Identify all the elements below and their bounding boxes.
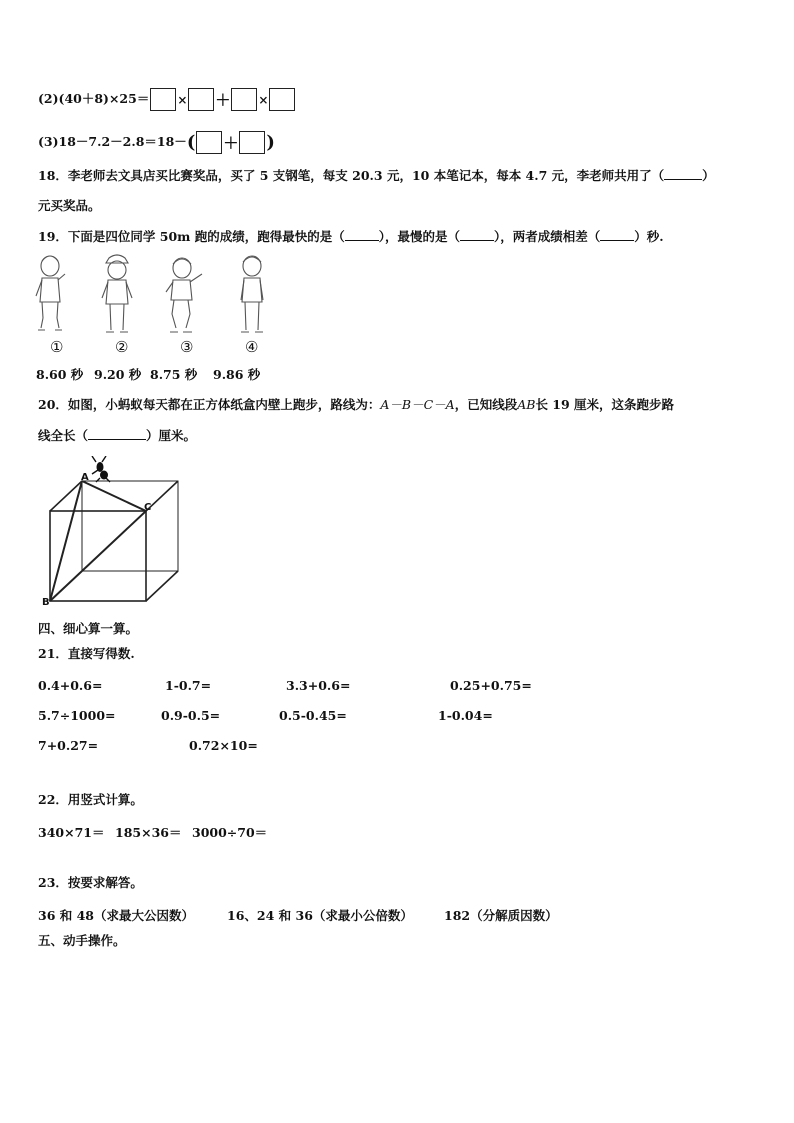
left-paren: ( <box>186 131 196 153</box>
q22-item: 340×71＝ <box>38 825 105 840</box>
vertex-a-label: A <box>81 472 89 483</box>
vertex-c-label: C <box>144 502 152 513</box>
time-1: 8.60 秒 <box>36 367 84 382</box>
section-4-heading: 四、细心算一算。 <box>38 621 139 636</box>
q21-item: 7+0.27= <box>38 738 99 753</box>
q19-part1: 19．下面是四位同学 50m 跑的成绩，跑得最快的是（ <box>38 229 345 244</box>
q21-item: 0.25+0.75= <box>450 678 532 693</box>
route-a-b <box>50 481 82 601</box>
q20-text-a: 20．如图，小蚂蚁每天都在正方体纸盒内壁上跑步，路线为： <box>38 397 381 412</box>
q21-item: 0.5-0.45= <box>279 708 347 723</box>
q21-item: 0.4+0.6= <box>38 678 103 693</box>
q20-text-c: 长 19 厘米，这条跑步路 <box>535 397 675 412</box>
time-3: 8.75 秒 <box>150 367 198 382</box>
q18-paren-close: ） <box>702 168 715 183</box>
child-number-4: ④ <box>245 338 259 356</box>
plus-sign: ＋ <box>215 90 231 109</box>
q20-text-e: ）厘米。 <box>146 428 197 443</box>
q22-item: 185×36＝ <box>115 825 182 840</box>
q20-line1 <box>38 397 674 413</box>
q19-part3: ），两者成绩相差（ <box>494 229 601 244</box>
q23-item: 16、24 和 36（求最小公倍数） <box>227 908 413 923</box>
q17-line3 <box>38 131 275 154</box>
cube-diagram <box>36 456 186 608</box>
child-3-figure <box>166 258 202 332</box>
answer-box[interactable] <box>239 131 265 154</box>
route-c-a <box>82 481 146 511</box>
answer-box[interactable] <box>188 88 214 111</box>
answer-box[interactable] <box>150 88 176 111</box>
route-b-c <box>50 511 146 601</box>
vertex-b-label: B <box>42 597 50 608</box>
answer-blank[interactable] <box>460 240 494 241</box>
q22-item: 3000÷70＝ <box>192 825 268 840</box>
child-2-figure <box>102 255 132 332</box>
q19-question <box>38 229 664 245</box>
answer-box[interactable] <box>231 88 257 111</box>
q17-line2 <box>38 88 296 111</box>
answer-box[interactable] <box>196 131 222 154</box>
section-5-heading: 五、动手操作。 <box>38 933 126 948</box>
q17-line3-prefix: (3)18－7.2－2.8＝18－ <box>38 134 187 149</box>
answer-box[interactable] <box>269 88 295 111</box>
child-4-figure <box>241 256 263 332</box>
children-illustration <box>30 252 280 338</box>
times-sign: × <box>258 92 269 107</box>
ant-icon <box>92 456 110 482</box>
child-number-1: ① <box>50 338 64 356</box>
child-number-2: ② <box>115 338 129 356</box>
answer-blank[interactable] <box>664 179 702 180</box>
q21-item: 1-0.7= <box>165 678 212 693</box>
q20-segment: AB <box>517 397 536 412</box>
q17-line2-prefix: (2)(40＋8)×25＝ <box>38 91 150 106</box>
q19-part2: ），最慢的是（ <box>378 229 460 244</box>
time-2: 9.20 秒 <box>94 367 142 382</box>
q20-line2 <box>38 428 196 444</box>
answer-blank[interactable] <box>600 240 634 241</box>
q21-item: 5.7÷1000= <box>38 708 116 723</box>
time-4: 9.86 秒 <box>213 367 261 382</box>
q20-text-d: 线全长（ <box>38 428 89 443</box>
q21-item: 1-0.04= <box>438 708 493 723</box>
plus-sign: ＋ <box>223 133 239 152</box>
q20-route: A－B－C－A <box>380 397 455 412</box>
times-sign: × <box>177 92 188 107</box>
child-1-figure <box>36 256 65 330</box>
q22-title: 22．用竖式计算。 <box>38 792 143 807</box>
q23-item: 182（分解质因数） <box>444 908 558 923</box>
child-number-3: ③ <box>180 338 194 356</box>
q23-title: 23．按要求解答。 <box>38 875 143 890</box>
q21-item: 0.72×10= <box>189 738 258 753</box>
q18-line2: 元买奖品。 <box>38 198 101 213</box>
q19-part4: ）秒. <box>634 229 664 244</box>
q21-item: 3.3+0.6= <box>286 678 351 693</box>
answer-blank[interactable] <box>345 240 379 241</box>
right-paren: ) <box>266 131 275 153</box>
q23-item: 36 和 48（求最大公因数） <box>38 908 194 923</box>
answer-blank[interactable] <box>88 439 146 440</box>
q18-line1 <box>38 168 715 184</box>
q21-title: 21．直接写得数. <box>38 646 135 661</box>
q21-item: 0.9-0.5= <box>161 708 221 723</box>
q18-text: 18．李老师去文具店买比赛奖品，买了 5 支钢笔，每支 20.3 元，10 本笔记本，每本 4.7 元，李老师共用了（ <box>38 168 665 183</box>
q20-text-b: ，已知线段 <box>454 397 518 412</box>
